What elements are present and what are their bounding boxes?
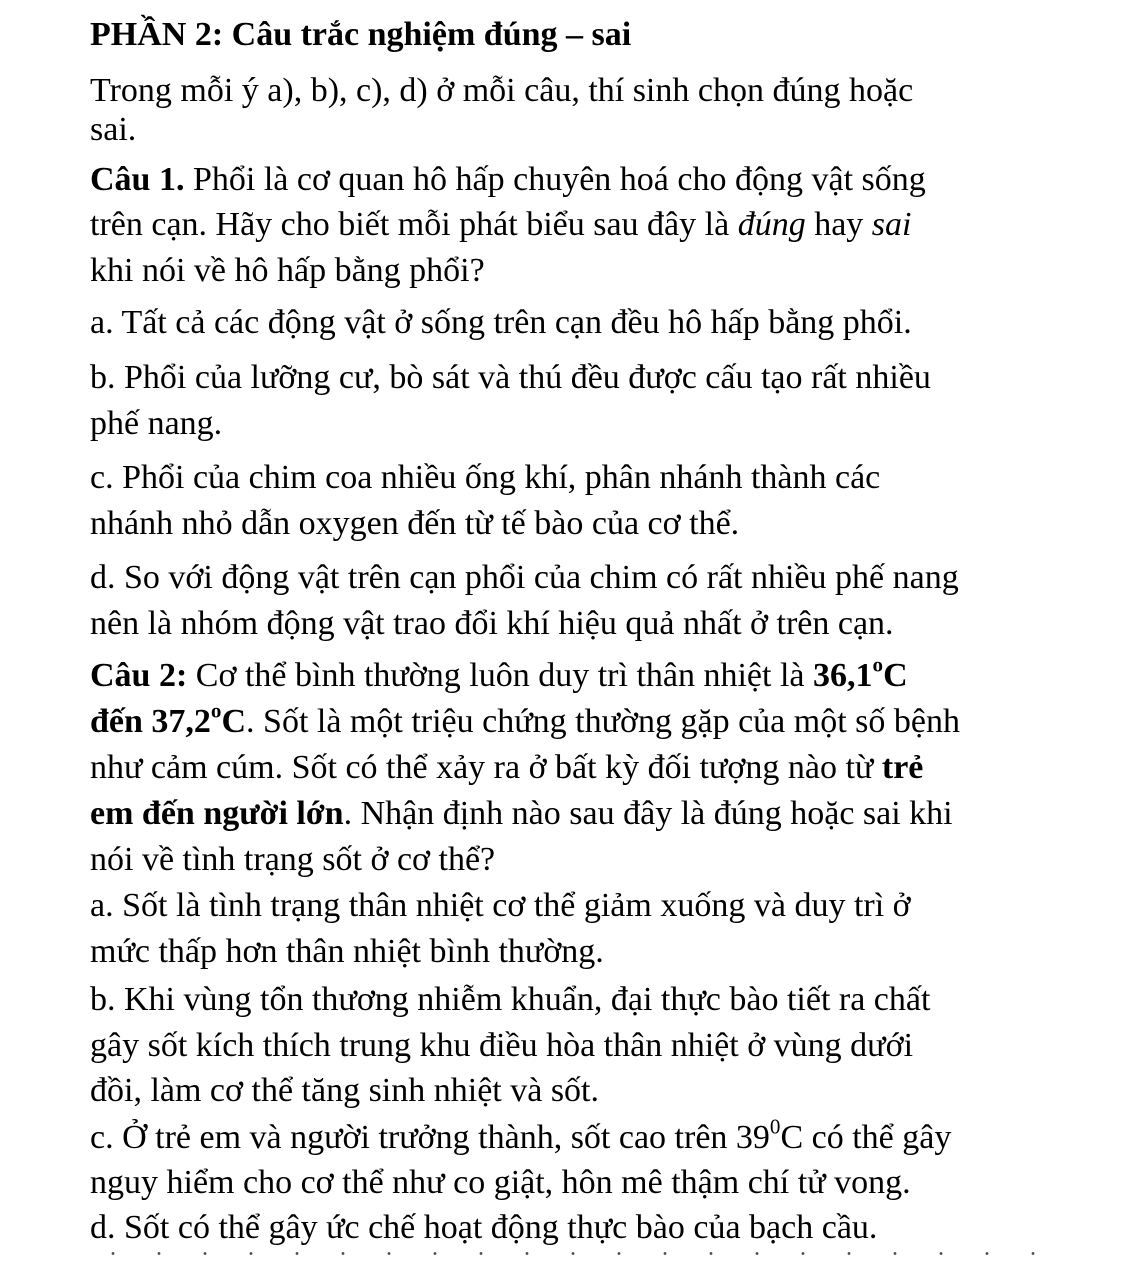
question-2-label: Câu 2: — [90, 657, 188, 694]
question-2-option-d: d. Sốt có thể gây ức chế hoạt động thực bào của bạch cầu. — [90, 1209, 878, 1246]
question-2-line-3: như cảm cúm. Sốt có thể xảy ra ở bất kỳ đối tượng nào từ trẻ — [90, 749, 924, 786]
temperature-high: đến 37,2$^o$C — [90, 698, 247, 740]
instruction-line-2: sai. — [90, 111, 137, 148]
question-1-option-b-line-1: b. Phổi của lưỡng cư, bò sát và thú đều được cấu tạo rất nhiều — [90, 359, 931, 396]
question-2-option-c-line-2: nguy hiểm cho cơ thể như co giật, hôn mê thậm chí tử vong. — [90, 1164, 911, 1201]
question-1-label: Câu 1. — [90, 161, 185, 198]
temperature-low: 36,1$^o$C — [813, 652, 908, 694]
question-2-option-a-line-2: mức thấp hơn thân nhiệt bình thường. — [90, 933, 604, 970]
instruction-line-1: Trong mỗi ý a), b), c), d) ở mỗi câu, thí sinh chọn đúng hoặc — [90, 72, 914, 109]
question-1-line-2: trên cạn. Hãy cho biết mỗi phát biểu sau đây là đúng hay sai — [90, 206, 912, 243]
question-1-option-a: a. Tất cả các động vật ở sống trên cạn đều hô hấp bằng phổi. — [90, 304, 912, 341]
question-2-option-b-line-3: đồi, làm cơ thể tăng sinh nhiệt và sốt. — [90, 1072, 600, 1109]
question-2-option-c-line-1: c. Ở trẻ em và người trưởng thành, sốt cao trên $39^0C$ có thể gây — [90, 1114, 952, 1156]
cropped-next-line — [90, 1248, 1050, 1266]
question-2-option-b-line-2: gây sốt kích thích trung khu điều hòa thân nhiệt ở vùng dưới — [90, 1027, 914, 1064]
cropped-text-fragment — [90, 1252, 1050, 1255]
question-1-option-c-line-1: c. Phổi của chim coa nhiều ống khí, phân nhánh thành các — [90, 459, 881, 496]
question-1-option-c-line-2: nhánh nhỏ dẫn oxygen đến từ tế bào của cơ thể. — [90, 505, 740, 542]
question-1-option-b-line-2: phế nang. — [90, 405, 223, 442]
section-title: PHẦN 2: Câu trắc nghiệm đúng – sai — [90, 16, 632, 53]
question-2-line-1: Câu 2: Cơ thể bình thường luôn duy trì thân nhiệt là 36,1$^o$C — [90, 652, 908, 694]
question-1-option-d-line-1: d. So với động vật trên cạn phổi của chim có rất nhiều phế nang — [90, 559, 959, 596]
question-2-line-2: đến 37,2$^o$C. Sốt là một triệu chứng thường gặp của một số bệnh — [90, 698, 960, 740]
question-2-option-b-line-1: b. Khi vùng tổn thương nhiễm khuẩn, đại thực bào tiết ra chất — [90, 981, 931, 1018]
question-2-line-4: em đến người lớn. Nhận định nào sau đây là đúng hoặc sai khi — [90, 795, 953, 832]
question-2-option-a-line-1: a. Sốt là tình trạng thân nhiệt cơ thể giảm xuống và duy trì ở — [90, 887, 911, 924]
question-1-line-3: khi nói về hô hấp bằng phổi? — [90, 252, 485, 289]
question-2-line-5: nói về tình trạng sốt ở cơ thể? — [90, 841, 496, 878]
question-1-option-d-line-2: nên là nhóm động vật trao đổi khí hiệu quả nhất ở trên cạn. — [90, 605, 894, 642]
question-1-line-1: Câu 1. Phổi là cơ quan hô hấp chuyên hoá cho động vật sống — [90, 161, 926, 198]
